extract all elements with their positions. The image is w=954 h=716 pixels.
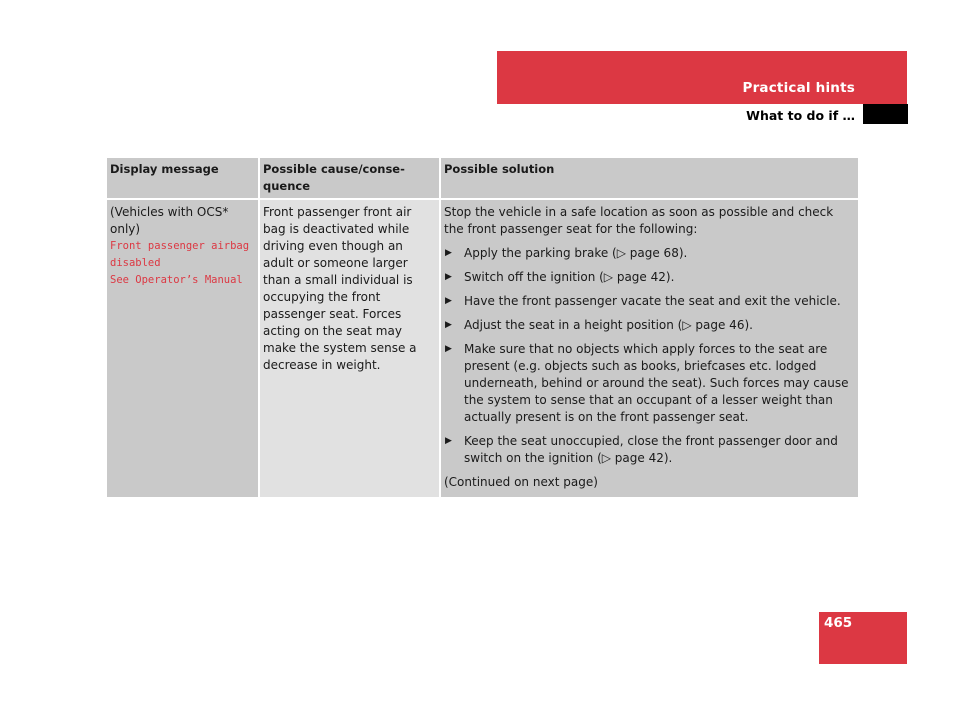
table-header-row xyxy=(107,158,858,200)
solution-step-text: Apply the parking brake (▷ page 68). xyxy=(464,246,688,260)
solution-intro: Stop the vehicle in a safe location as soon as possible and check the front passenger seat for the following: xyxy=(444,205,834,236)
page-number: 465 xyxy=(824,615,853,631)
display-message-instruction: See Operator’s Manual xyxy=(110,274,243,286)
list-item xyxy=(444,341,855,426)
cause-cell xyxy=(258,200,439,497)
bullet-arrow-icon: ▶ xyxy=(445,344,452,354)
list-item xyxy=(444,245,855,262)
section-title: Practical hints xyxy=(742,80,855,96)
list-item xyxy=(444,293,855,310)
column-header-possible-cause xyxy=(258,158,439,200)
list-item xyxy=(444,269,855,286)
bullet-arrow-icon: ▶ xyxy=(445,436,452,446)
display-message-cell xyxy=(107,200,258,497)
solution-steps xyxy=(444,245,855,467)
column-header-display-message: Display message xyxy=(107,158,258,200)
troubleshooting-table xyxy=(107,158,858,497)
solution-cell xyxy=(439,200,858,497)
list-item xyxy=(444,433,855,467)
solution-step-text: Adjust the seat in a height position (▷ page 46). xyxy=(464,318,753,332)
cause-text: Front passenger front air bag is deactivated while driving even though an adult or someone larger than a small individual is occupying the front passenger seat. Forces acting on the seat may make the system sense a decrease in weight. xyxy=(263,205,417,372)
display-message-text: Front passenger airbag disabled xyxy=(110,240,250,269)
solution-step-text: Keep the seat unoccupied, close the front passenger door and switch on the ignition (▷ page 42). xyxy=(464,434,838,465)
column-header-cause-line2: quence xyxy=(263,179,311,193)
bullet-arrow-icon: ▶ xyxy=(445,296,452,306)
header-band xyxy=(497,51,907,104)
bullet-arrow-icon: ▶ xyxy=(445,320,452,330)
solution-step-text: Have the front passenger vacate the seat and exit the vehicle. xyxy=(464,294,841,308)
thumb-tab xyxy=(863,104,908,124)
list-item xyxy=(444,317,855,334)
solution-step-text: Switch off the ignition (▷ page 42). xyxy=(464,270,675,284)
bullet-arrow-icon: ▶ xyxy=(445,272,452,282)
column-header-cause-line1: Possible cause/conse- xyxy=(263,162,405,176)
continued-note: (Continued on next page) xyxy=(444,475,598,489)
solution-step-text: Make sure that no objects which apply forces to the seat are present (e.g. objects such as books, briefcases etc. lodged underneath, behind or around the seat). Such forces may cause the system to sense that an occupant of a lesser weight than actually present is on the front passenger seat. xyxy=(464,342,849,424)
bullet-arrow-icon: ▶ xyxy=(445,248,452,258)
display-condition: (Vehicles with OCS* only) xyxy=(110,205,229,236)
table-row xyxy=(107,200,858,497)
column-header-possible-solution: Possible solution xyxy=(439,158,858,200)
subsection-title: What to do if … xyxy=(746,108,855,123)
